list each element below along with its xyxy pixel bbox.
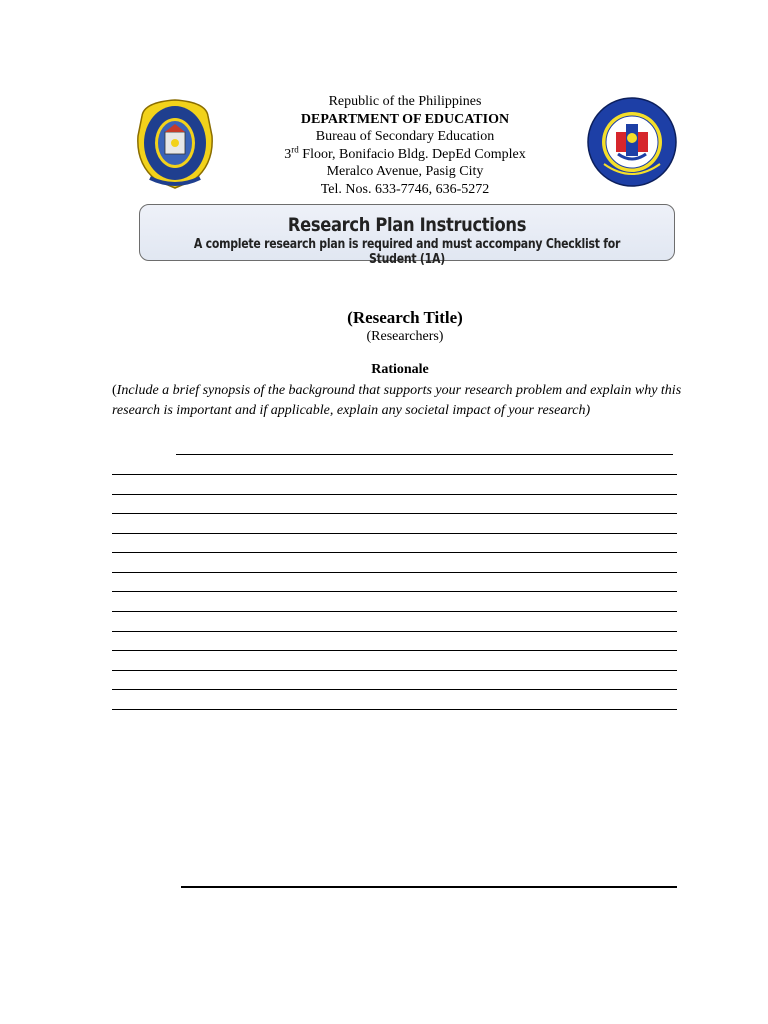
writing-line[interactable] [112, 591, 677, 592]
section-heading-rationale: Rationale [371, 362, 429, 377]
writing-line[interactable] [112, 631, 677, 632]
researchers-line: (Researchers) [366, 329, 444, 344]
banner-subtitle: A complete research plan is required and must accompany Checklist for Student (1A) [193, 237, 621, 267]
writing-line[interactable] [112, 513, 677, 514]
writing-line[interactable] [112, 650, 677, 651]
writing-line[interactable] [112, 670, 677, 671]
letterhead-street: Meralco Avenue, Pasig City [326, 164, 484, 179]
address-floor: 3 [284, 146, 292, 162]
deped-seal-icon [132, 96, 218, 192]
writing-line[interactable] [112, 474, 677, 475]
letterhead [230, 93, 580, 198]
republic-seal-icon [586, 94, 678, 190]
instructions-banner [139, 204, 675, 267]
writing-line[interactable] [112, 494, 677, 495]
rationale-instruction [112, 381, 682, 420]
writing-line[interactable] [112, 709, 677, 710]
writing-line[interactable] [112, 533, 677, 534]
banner-title: Research Plan Instructions [287, 214, 527, 236]
writing-line[interactable] [176, 454, 673, 455]
letterhead-address [230, 143, 580, 164]
letterhead-department: DEPARTMENT OF EDUCATION [300, 111, 510, 127]
research-title: (Research Title) [347, 308, 463, 327]
writing-line[interactable] [112, 552, 677, 553]
footer-rule [181, 886, 677, 888]
letterhead-republic: Republic of the Philippines [328, 94, 482, 109]
writing-line[interactable] [112, 572, 677, 573]
letterhead-bureau: Bureau of Secondary Education [315, 129, 495, 144]
address-rest: Floor, Bonifacio Bldg. DepEd Complex [298, 146, 526, 162]
instruction-open-paren: ( [112, 383, 117, 398]
letterhead-phone: Tel. Nos. 633-7746, 636-5272 [320, 181, 490, 197]
instruction-text: Include a brief synopsis of the background that supports your research problem and explain why this research is important and if applicable, explain any societal impact of your research) [112, 383, 682, 418]
address-ordinal: rd [291, 143, 299, 154]
writing-line[interactable] [112, 611, 677, 612]
writing-line[interactable] [112, 689, 677, 690]
